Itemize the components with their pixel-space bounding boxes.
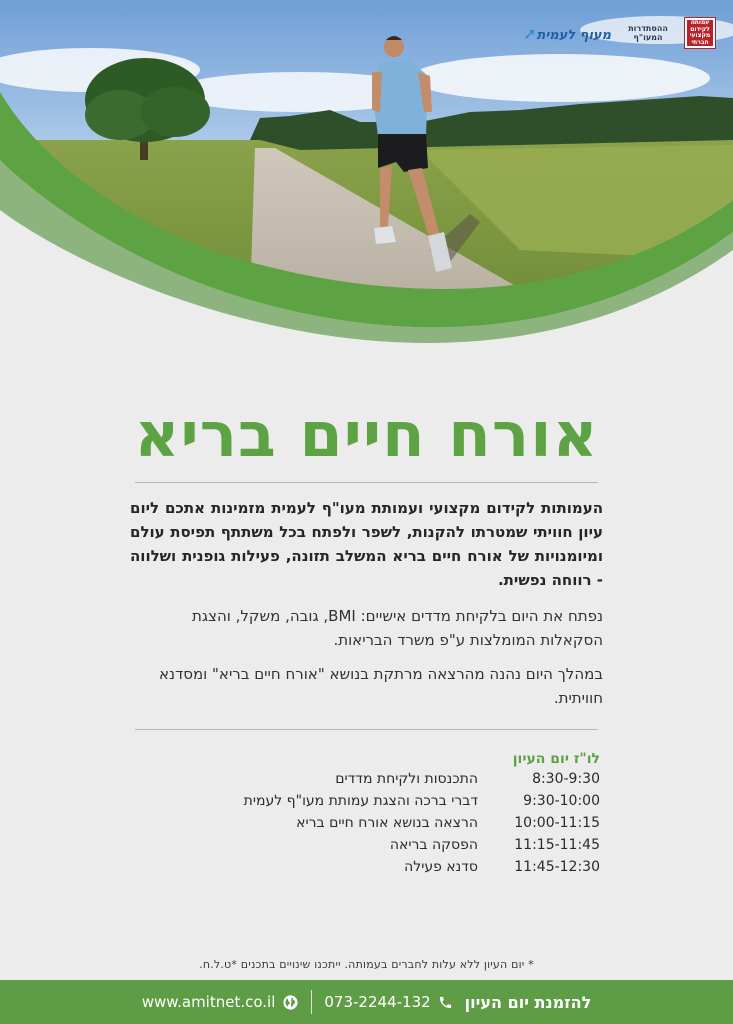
- footnote: * יום העיון ללא עלות לחברים בעמותה. ייתכנו שינויים בתכנים *ט.ל.ח.: [199, 958, 534, 971]
- amutah-logo-line: חברתי: [691, 38, 709, 46]
- footer-bar: [0, 980, 733, 1024]
- schedule-row: [130, 815, 600, 837]
- schedule-item: דברי ברכה והצגת עמותת מעו"ף לעמית: [243, 793, 478, 809]
- page-title: אורח חיים בריא: [134, 398, 599, 471]
- schedule-item: הרצאה בנושא אורח חיים בריא: [296, 815, 478, 831]
- amutah-logo: [685, 18, 715, 48]
- maof-logo: [521, 24, 611, 43]
- amutah-logo-line: לקידום: [690, 25, 710, 33]
- website-link[interactable]: [142, 993, 300, 1011]
- swoosh-icon: ➚: [523, 23, 537, 43]
- schedule-time: 8:30-9:30: [532, 771, 600, 787]
- booking-cta: להזמנת יום העיון: [464, 992, 592, 1012]
- phone-icon: [438, 995, 453, 1010]
- footer-divider: [311, 990, 312, 1014]
- schedule-item: התכנסות ולקיחת מדדים: [335, 771, 478, 787]
- hero-image: [0, 0, 733, 360]
- schedule-time: 10:00-11:15: [514, 815, 600, 831]
- logo-bar: [521, 18, 715, 48]
- schedule-time: 11:45-12:30: [514, 859, 600, 875]
- maof-logo-text: מעוף לעמית: [536, 27, 611, 43]
- schedule: [130, 748, 600, 881]
- website-url: www.amitnet.co.il: [141, 993, 276, 1011]
- hero-illustration: [0, 0, 733, 360]
- schedule-row: [130, 793, 600, 815]
- schedule-row: [130, 771, 600, 793]
- measurements-paragraph: נפתח את היום בלקיחת מדדים אישיים: BMI, גובה, משקל, והצגת הסקאלות המומלצות ע"פ משרד הבריאות.: [192, 607, 603, 649]
- schedule-row: [130, 859, 600, 881]
- schedule-item: הפסקה בריאה: [389, 837, 478, 853]
- schedule-time: 11:15-11:45: [514, 837, 600, 853]
- intro-paragraph: העמותות לקידום מקצועי ועמותת מעו"ף לעמית מזמינות אתכם ליום עיון חוויתי שמטרתו להקנות, לשפר ולפתח בכל משתתף תפיסת עולם ומיומנויות של אורח חיים בריא המשלב תזונה, פעילות גופנית ושלווה - רווחה נפשית.: [130, 499, 603, 589]
- schedule-time: 9:30-10:00: [523, 793, 600, 809]
- histadrut-logo: ההסתדרות המעו"ף: [628, 24, 668, 42]
- schedule-title: לו"ז יום העיון: [512, 751, 600, 767]
- schedule-item: סדנא פעילה: [404, 859, 478, 875]
- phone-contact[interactable]: [324, 993, 452, 1011]
- divider: [135, 482, 598, 483]
- amutah-logo-line: עמותה: [690, 19, 710, 26]
- amutah-logo-line: מקצועי: [689, 32, 711, 39]
- phone-number: 073-2244-132: [324, 993, 431, 1011]
- globe-icon: [282, 994, 299, 1011]
- phone-icon-svg: [438, 995, 453, 1010]
- lecture-paragraph: במהלך היום נהנה מהרצאה מרתקת בנושא "אורח חיים בריא" ומסדנא חוויתית.: [159, 665, 603, 707]
- globe-icon-svg: [282, 994, 299, 1011]
- divider: [135, 729, 598, 730]
- schedule-row: [130, 837, 600, 859]
